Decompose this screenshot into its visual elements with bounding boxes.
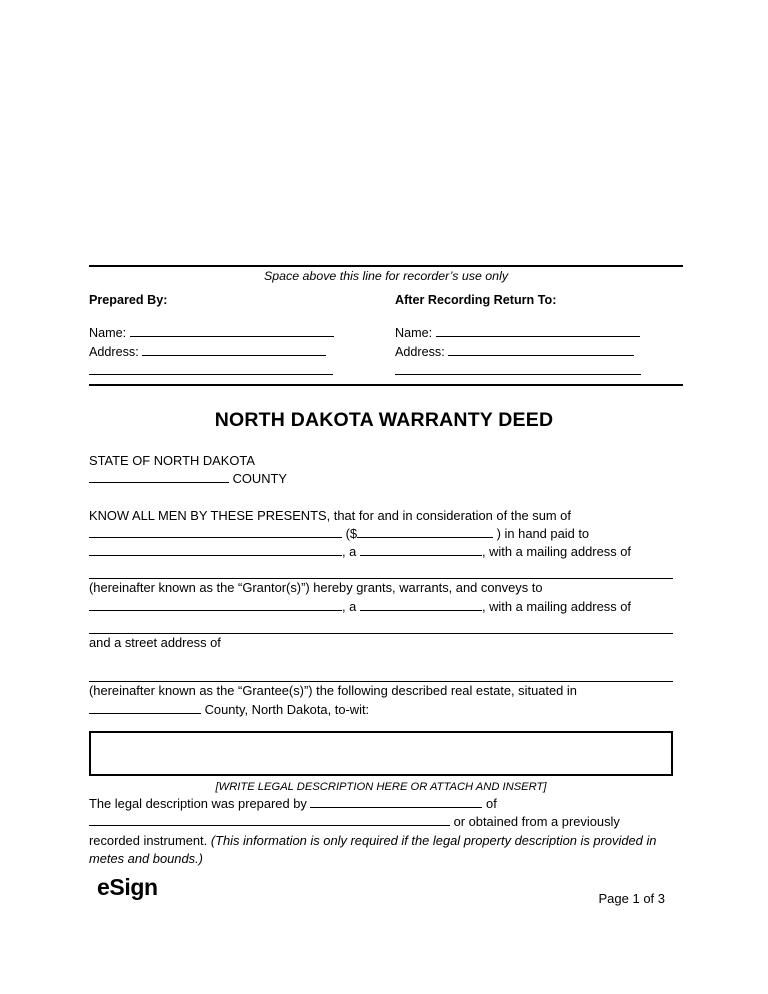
page-number: Page 1 of 3 xyxy=(598,891,665,906)
legal-obtained-label: or obtained from a previously xyxy=(453,814,620,830)
state-line: STATE OF NORTH DAKOTA xyxy=(89,453,255,468)
property-county-input[interactable] xyxy=(89,701,201,714)
prepared-by-heading: Prepared By: xyxy=(89,293,168,307)
legal-note-italic: (This information is only required if the legal property description is provided in metes and bounds.) xyxy=(89,832,657,866)
recorder-header-block xyxy=(89,265,683,386)
prepared-by-address-input-line2[interactable] xyxy=(89,361,333,375)
grantee-name-input[interactable] xyxy=(89,598,342,611)
grantee-clause: (hereinafter known as the “Grantee(s)”) the following described real estate, situated in xyxy=(89,683,577,699)
return-to-name-input[interactable] xyxy=(436,324,640,337)
county-label: COUNTY xyxy=(232,471,288,487)
recorder-bottom-rule xyxy=(89,384,683,386)
legal-obtained-row xyxy=(89,813,673,831)
deed-body xyxy=(89,452,673,868)
legal-description-box[interactable] xyxy=(89,731,673,776)
return-to-address-input-line2[interactable] xyxy=(395,361,641,375)
consideration-intro: KNOW ALL MEN BY THESE PRESENTS, that for and in consideration of the sum of xyxy=(89,507,571,523)
recorder-use-caption: Space above this line for recorder’s use only xyxy=(263,269,509,283)
legal-prepared-by-row xyxy=(89,795,673,813)
return-to-name-label: Name: xyxy=(395,326,433,340)
legal-preparer-company-input[interactable] xyxy=(89,813,450,826)
prepared-by-address-input[interactable] xyxy=(142,343,326,356)
spacer-before-legal-box xyxy=(89,719,673,731)
grantee-entity-separator: , a xyxy=(342,598,357,614)
page-title: NORTH DAKOTA WARRANTY DEED xyxy=(214,409,554,431)
consideration-words-input[interactable] xyxy=(89,525,342,538)
prepared-by-address-label: Address: xyxy=(89,344,139,359)
grantor-entity-separator: , a xyxy=(342,544,357,560)
return-to-name-row xyxy=(395,324,683,343)
grantee-entity-type-input[interactable] xyxy=(360,598,482,611)
spacer-after-county xyxy=(89,489,673,507)
grantor-clause: (hereinafter known as the “Grantor(s)”) hereby grants, warrants, and conveys to xyxy=(89,580,543,596)
legal-preparer-name-input[interactable] xyxy=(310,795,482,808)
county-line xyxy=(89,470,673,488)
grantor-mailing-address-input[interactable] xyxy=(89,561,673,579)
dollar-suffix: ) in hand paid to xyxy=(496,525,590,541)
dollar-prefix: ($ xyxy=(345,525,358,541)
recorder-columns xyxy=(89,284,683,384)
grantee-street-address-input[interactable] xyxy=(89,664,673,682)
prepared-by-address-row xyxy=(89,343,376,362)
legal-prepared-by-of: of xyxy=(486,795,497,811)
return-to-column xyxy=(386,292,683,375)
property-county-label: County, North Dakota, to-wit: xyxy=(204,701,370,717)
grantor-mailing-label: , with a mailing address of xyxy=(481,544,631,560)
county-input[interactable] xyxy=(89,470,229,483)
consideration-figures-input[interactable] xyxy=(357,525,493,538)
grantee-entity-row xyxy=(89,598,673,616)
legal-note-row xyxy=(89,832,673,869)
esign-logo: eSign xyxy=(97,874,158,900)
grantee-county-row xyxy=(89,701,673,719)
grantor-name-input[interactable] xyxy=(89,543,342,556)
return-to-address-label: Address: xyxy=(395,344,445,359)
return-to-heading: After Recording Return To: xyxy=(395,293,557,307)
street-address-label: and a street address of xyxy=(89,635,221,651)
prepared-by-name-input[interactable] xyxy=(130,324,334,337)
legal-recorded-label: recorded instrument. xyxy=(89,832,208,848)
legal-description-caption: [WRITE LEGAL DESCRIPTION HERE OR ATTACH AND INSERT] xyxy=(215,780,547,793)
legal-prepared-by-label: The legal description was prepared by xyxy=(89,795,307,811)
grantor-entity-type-input[interactable] xyxy=(360,543,482,556)
return-to-address-input[interactable] xyxy=(448,343,634,356)
prepared-by-column xyxy=(89,292,386,375)
prepared-by-name-label: Name: xyxy=(89,326,127,340)
grantee-mailing-label: , with a mailing address of xyxy=(481,598,631,614)
spacer-before-street-line xyxy=(89,652,673,664)
return-to-address-row xyxy=(395,343,683,362)
prepared-by-name-row xyxy=(89,324,376,343)
grantor-entity-row xyxy=(89,543,673,561)
consideration-amount-row xyxy=(89,525,673,543)
grantee-mailing-address-input[interactable] xyxy=(89,616,673,634)
